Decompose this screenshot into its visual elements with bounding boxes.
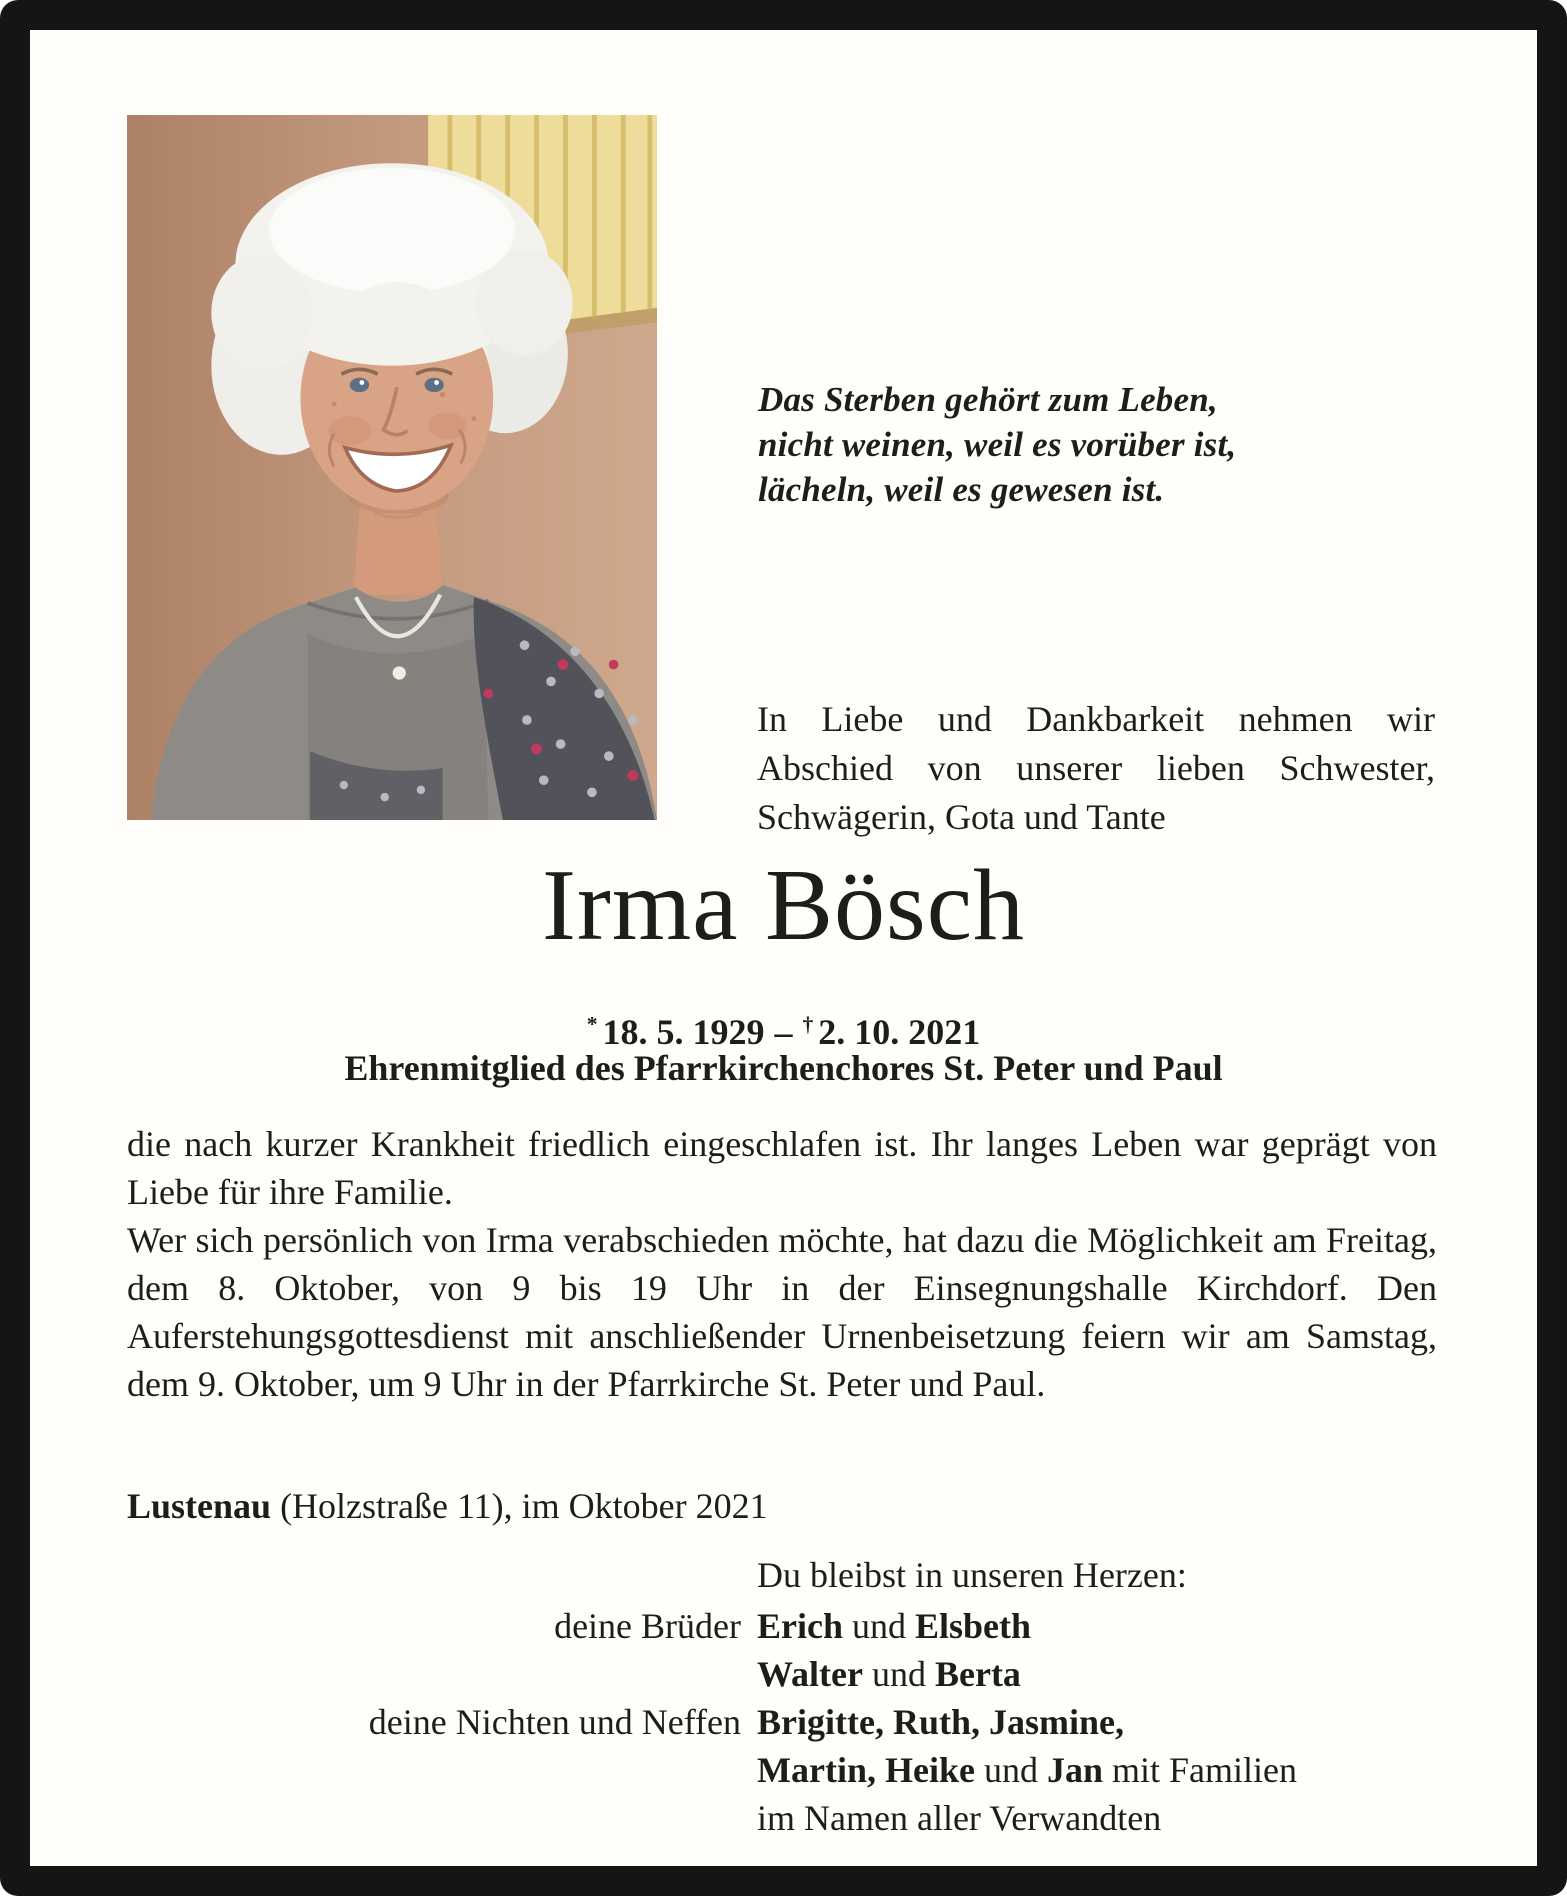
family-row-brothers-2 <box>127 1650 1447 1698</box>
honor-line: Ehrenmitglied des Pfarrkirchenchores St. Peter und Paul <box>344 1048 1223 1088</box>
announcement-paragraph-2: Wer sich persönlich von Irma verabschieden möchte, hat dazu die Möglichkeit am Freitag, dem 8. Oktober, von 9 bis 19 Uhr in der Einsegnungshalle Kirchdorf. Den Auferstehungsgottesdienst mit anschließender Urnenbeisetzung feiern wir am Samstag, dem 9. Oktober, um 9 Uhr in der Pfarrkirche St. Peter und Paul. <box>127 1220 1437 1404</box>
birth-date: 18. 5. 1929 <box>602 1012 765 1052</box>
family-row-label: deine Nichten und Neffen <box>368 1702 741 1742</box>
family-row-names <box>757 1746 1447 1794</box>
family-conjunction: und <box>862 1654 935 1694</box>
dates-separator: – <box>774 1012 793 1052</box>
quote-line-1: Das Sterben gehört zum Leben, <box>758 380 1218 419</box>
place-name: Lustenau <box>127 1486 272 1526</box>
announcement-text <box>127 1120 1437 1408</box>
family-row-label <box>127 1746 757 1794</box>
family-name: Martin, Heike <box>757 1750 975 1790</box>
family-row-names <box>757 1794 1447 1842</box>
family-conjunction: und <box>843 1606 915 1646</box>
family-row-brothers <box>127 1602 1447 1650</box>
family-row-nieces-nephews-2 <box>127 1746 1447 1794</box>
family-suffix: mit Familien <box>1102 1750 1297 1790</box>
family-name: Elsbeth <box>915 1606 1032 1646</box>
family-row-names <box>757 1698 1447 1746</box>
intro-paragraph: In Liebe und Dankbarkeit nehmen wir Abschied von unserer lieben Schwester, Schwägerin, Gota und Tante <box>757 699 1435 837</box>
family-row-label <box>127 1650 757 1698</box>
family-row-names <box>757 1650 1447 1698</box>
portrait-photo <box>127 115 657 820</box>
birth-star-symbol: * <box>586 1012 598 1036</box>
obituary-page <box>30 30 1537 1866</box>
family-closing: im Namen aller Verwandten <box>757 1798 1162 1838</box>
family-row-label <box>127 1794 757 1842</box>
family-name: Brigitte, Ruth, Jasmine, <box>757 1702 1124 1742</box>
quote-line-3: lächeln, weil es gewesen ist. <box>758 470 1165 509</box>
deceased-name: Irma Bösch <box>541 849 1026 962</box>
family-row-relatives <box>127 1794 1447 1842</box>
family-list <box>127 1602 1447 1842</box>
family-row-label: deine Brüder <box>554 1606 741 1646</box>
family-name: Erich <box>757 1606 843 1646</box>
death-cross-symbol: † <box>802 1012 814 1036</box>
family-name: Walter <box>757 1654 863 1694</box>
family-name: Berta <box>934 1654 1021 1694</box>
place-date-rest: (Holzstraße 11), im Oktober 2021 <box>271 1486 768 1526</box>
place-date-line <box>127 1482 768 1530</box>
death-date: 2. 10. 2021 <box>818 1012 981 1052</box>
announcement-paragraph-1: die nach kurzer Krankheit friedlich eingeschlafen ist. Ihr langes Leben war geprägt von Liebe für ihre Familie. <box>127 1124 1437 1212</box>
portrait-photo-graphic <box>127 115 657 820</box>
family-conjunction: und <box>974 1750 1047 1790</box>
quote-line-2: nicht weinen, weil es vorüber ist, <box>758 425 1237 464</box>
family-name: Jan <box>1046 1750 1103 1790</box>
family-row-nieces-nephews <box>127 1698 1447 1746</box>
memorial-quote <box>758 377 1236 512</box>
family-row-names <box>757 1602 1447 1650</box>
farewell-line: Du bleibst in unseren Herzen: <box>757 1555 1187 1595</box>
